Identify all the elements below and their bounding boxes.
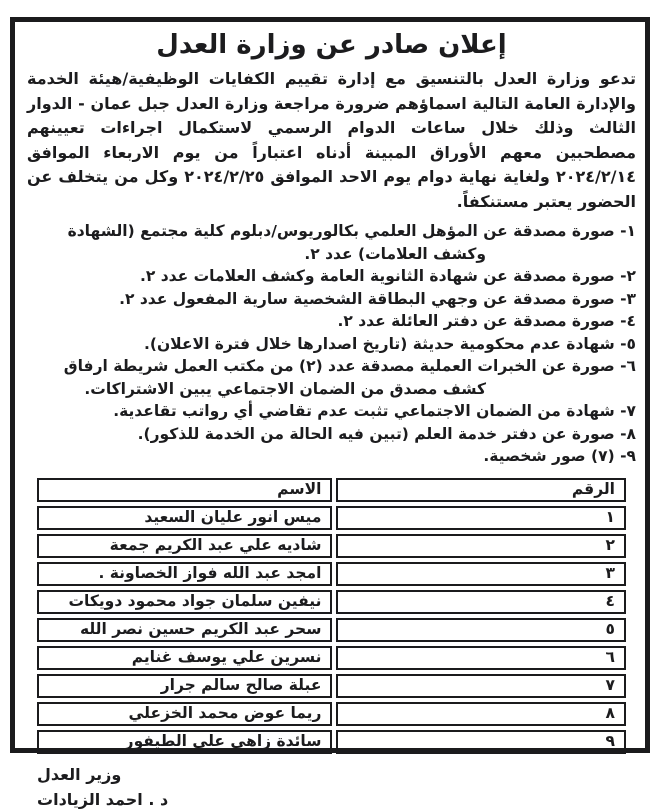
table-body <box>37 506 626 754</box>
document-content <box>15 22 645 812</box>
row-number-cell: ٢ <box>336 534 626 558</box>
table-row <box>37 562 626 586</box>
signature-title: وزير العدل <box>37 764 122 784</box>
requirement-item: ٥- شهادة عدم محكومية حديثة (تاريخ اصدارها خلال فترة الاعلان). <box>143 334 636 353</box>
row-number-cell: ٩ <box>336 730 626 754</box>
row-name-cell: امجد عبد الله فواز الخصاونة . <box>37 562 332 586</box>
requirement-item: ٩- (٧) صور شخصية. <box>483 447 636 465</box>
row-number-cell: ٣ <box>336 562 626 586</box>
row-name-cell: عبلة صالح سالم جرار <box>37 674 332 698</box>
table-header-number: الرقم <box>336 478 626 502</box>
requirement-item: ٨- صورة عن دفتر خدمة العلم (تبين فيه الحالة من الخدمة للذكور). <box>137 424 636 443</box>
announcement-title: إعلان صادر عن وزارة العدل <box>156 30 507 60</box>
row-name-cell: نيفين سلمان جواد محمود دويكات <box>37 590 332 614</box>
requirement-item: ٣- صورة مصدقة عن وجهي البطاقة الشخصية سارية المفعول عدد ٢. <box>119 289 636 308</box>
requirement-item: ٧- شهادة من الضمان الاجتماعي تثبت عدم تقاضي أي رواتب تقاعدية. <box>113 402 636 420</box>
table-row <box>37 618 626 642</box>
signature-block <box>27 762 636 812</box>
row-number-cell: ٥ <box>336 618 626 642</box>
table-row <box>37 590 626 614</box>
table-header-name: الاسم <box>37 478 332 502</box>
requirements-list <box>27 220 636 468</box>
table-row <box>37 646 626 670</box>
table-header-row <box>37 478 626 502</box>
document-frame <box>10 17 650 809</box>
requirement-item: ٦- صورة عن الخبرات العملية مصدقة عدد (٢) من مكتب العمل شريطة ارفاق كشف مصدق من الضمان الاجتماعي يبين الاشتراكات. <box>63 357 636 398</box>
table-row <box>37 506 626 530</box>
row-number-cell: ٤ <box>336 590 626 614</box>
table-row <box>37 534 626 558</box>
table-row <box>37 730 626 754</box>
row-number-cell: ١ <box>336 506 626 530</box>
requirement-item: ٤- صورة مصدقة عن دفتر العائلة عدد ٢. <box>337 312 636 330</box>
row-name-cell: سائدة زاهي علي الطيفور <box>37 730 332 754</box>
row-name-cell: ميس انور عليان السعيد <box>37 506 332 530</box>
table-row <box>37 674 626 698</box>
intro-paragraph: تدعو وزارة العدل بالتنسيق مع إدارة تقييم الكفايات الوظيفية/هيئة الخدمة والإدارة العامة التالية اسماؤهم ضرورة مراجعة وزارة العدل جبل عمان - الدوار الثالث وذلك خلال ساعات الدوام الرسمي لاستكمال اجراءات تعيينهم مصطحبين معهم الأوراق المبينة أدناه اعتباراً من يوم الاربعاء الموافق ٢٠٢٤/٢/١٤ ولغاية نهاية دوام يوم الاحد الموافق ٢٠٢٤/٢/٢٥ وكل من يتخلف عن الحضور يعتبر مستنكفاً. <box>27 69 637 211</box>
row-name-cell: ريما عوض محمد الخزعلي <box>37 702 332 726</box>
requirement-item: ١- صورة مصدقة عن المؤهل العلمي بكالوريوس/دبلوم كلية مجتمع (الشهادة وكشف العلامات) عدد ٢. <box>67 222 636 263</box>
signature-name: د . احمد الزيادات <box>37 789 169 809</box>
row-number-cell: ٨ <box>336 702 626 726</box>
row-name-cell: نسرين علي يوسف غنايم <box>37 646 332 670</box>
row-name-cell: شاديه علي عبد الكريم جمعة <box>37 534 332 558</box>
row-number-cell: ٧ <box>336 674 626 698</box>
row-number-cell: ٦ <box>336 646 626 670</box>
requirement-item: ٢- صورة مصدقة عن شهادة الثانوية العامة وكشف العلامات عدد ٢. <box>139 267 636 285</box>
row-name-cell: سحر عبد الكريم حسين نصر الله <box>37 618 332 642</box>
names-table <box>33 474 630 758</box>
table-row <box>37 702 626 726</box>
